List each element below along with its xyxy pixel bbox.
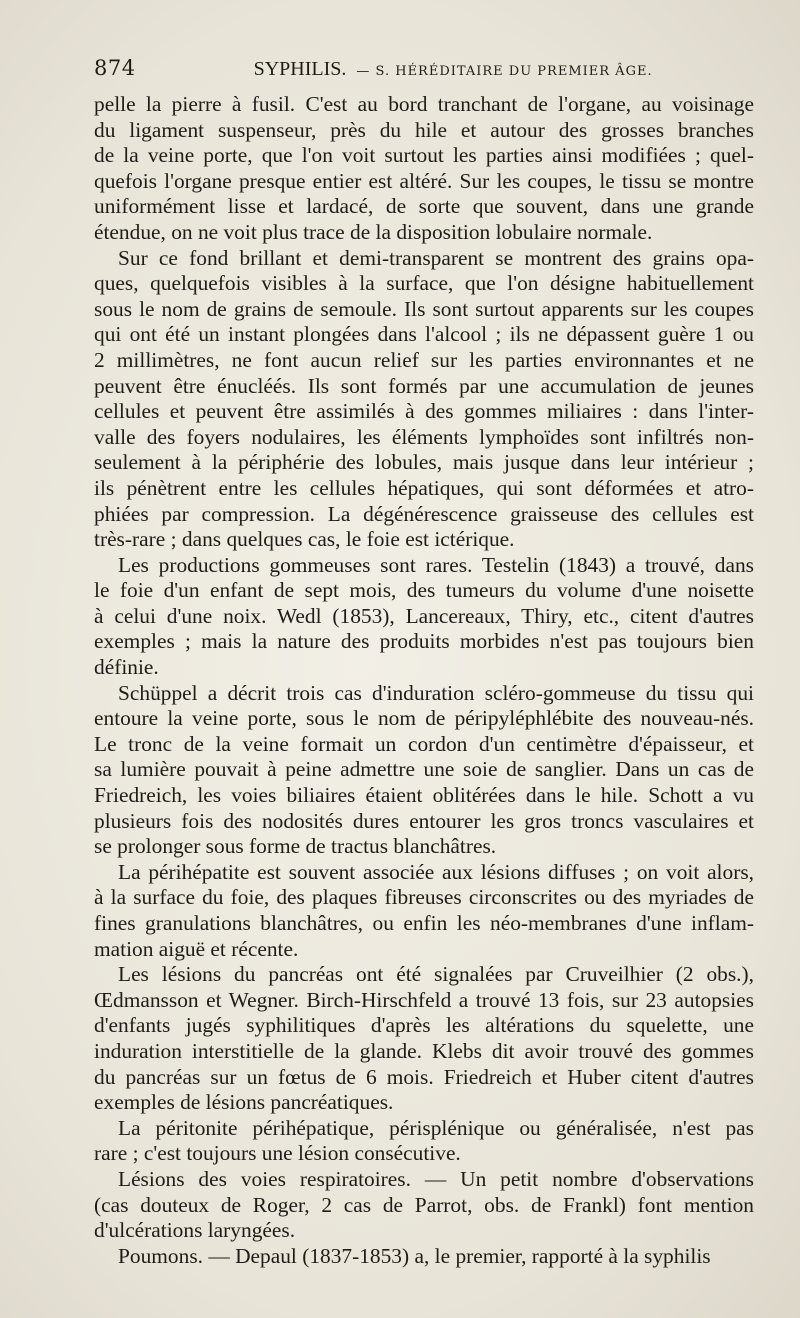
text-line: Les productions gommeuses sont rares. Testelin (1843) a trouvé, dans <box>118 552 754 577</box>
text-line: Lésions des voies respiratoires. — Un petit nombre d'observations <box>118 1166 754 1191</box>
text-line: Le tronc de la veine formait un cordon d'un centimètre d'épaisseur, et <box>94 731 754 756</box>
text-line: exemples de lésions pancréatiques. <box>94 1090 394 1115</box>
running-title: SYPHILIS. <box>253 58 347 80</box>
text-line: Poumons. — Depaul (1837-1853) a, le premier, rapporté à la syphilis <box>118 1243 711 1268</box>
text-line: phiées par compression. La dégénérescence graisseuse des cellules est <box>94 501 754 526</box>
paragraph <box>94 1116 754 1167</box>
text-line: ils pénètrent entre les cellules hépatiques, qui sont déformées et atro- <box>94 475 754 500</box>
text-line: La périhépatite est souvent associée aux lésions diffuses ; on voit alors, <box>118 859 754 884</box>
text-line: pelle la pierre à fusil. C'est au bord tranchant de l'organe, au voisinage <box>94 92 754 116</box>
paragraph <box>94 681 754 860</box>
paragraph <box>94 1244 754 1270</box>
text-line: sa lumière pouvait à peine admettre une soie de sanglier. Dans un cas de <box>94 757 754 782</box>
text-line: du pancréas sur un fœtus de 6 mois. Friedreich et Huber citent d'autres <box>94 1064 754 1089</box>
text-line: Sur ce fond brillant et demi-transparent se montrent des grains opa- <box>118 245 754 270</box>
paragraph <box>94 92 754 246</box>
text-line: exemples ; mais la nature des produits morbides n'est pas toujours bien <box>94 629 754 654</box>
text-line: d'ulcérations laryngées. <box>94 1218 296 1243</box>
page-number: 874 <box>94 56 136 80</box>
text-line: très-rare ; dans quelques cas, le foie est ictérique. <box>94 527 515 552</box>
text-line: à la surface du foie, des plaques fibreuses circonscrites ou des myriades de <box>94 885 754 910</box>
text-line: (cas douteux de Roger, 2 cas de Parrot, obs. de Frankl) font mention <box>94 1192 754 1217</box>
text-line: ques, quelquefois visibles à la surface, que l'on désigne habituellement <box>94 271 754 296</box>
text-line: valle des foyers nodulaires, les éléments lymphoïdes sont infiltrés non- <box>94 424 754 449</box>
paragraph <box>94 246 754 553</box>
text-line: sous le nom de grains de semoule. Ils sont surtout apparents sur les coupes <box>94 296 754 321</box>
paragraph <box>94 553 754 681</box>
text-line: le foie d'un enfant de sept mois, des tumeurs du volume d'une noisette <box>94 578 754 603</box>
text-line: se prolonger sous forme de tractus blanchâtres. <box>94 834 497 859</box>
text-line: Les lésions du pancréas ont été signalées par Cruveilhier (2 obs.), <box>118 962 754 987</box>
text-line: Œdmansson et Wegner. Birch-Hirschfeld a trouvé 13 fois, sur 23 autopsies <box>94 987 754 1012</box>
text-line: qui ont été un instant plongées dans l'alcool ; ils ne dépassent guère 1 ou <box>94 322 754 347</box>
text-line: entoure la veine porte, sous le nom de péripyléphlébite des nouveau-nés. <box>94 706 754 731</box>
text-line: de la veine porte, que l'on voit surtout les parties ainsi modifiées ; quel- <box>94 143 754 168</box>
running-subtitle: — S. HÉRÉDITAIRE DU PREMIER ÂGE. <box>356 64 653 79</box>
text-line: fines granulations blanchâtres, ou enfin les néo-membranes d'une inflam- <box>94 911 754 935</box>
text-line: à celui d'une noix. Wedl (1853), Lancereaux, Thiry, etc., citent d'autres <box>94 603 754 628</box>
text-line: induration interstitielle de la glande. Klebs dit avoir trouvé des gommes <box>94 1038 754 1063</box>
text-line: quefois l'organe presque entier est altéré. Sur les coupes, le tissu se montre <box>94 168 754 193</box>
text-line: Friedreich, les voies biliaires étaient oblitérées dans le hile. Schott a vu <box>94 783 754 808</box>
body-text <box>94 92 754 1269</box>
running-header <box>94 56 754 90</box>
paragraph <box>94 962 754 1116</box>
text-line: peuvent être énucléés. Ils sont formés par une accumulation de jeunes <box>94 373 754 398</box>
text-line: plusieurs fois des nodosités dures entourer les gros troncs vasculaires et <box>94 808 754 833</box>
text-line: cellules et peuvent être assimilés à des gommes miliaires : dans l'inter- <box>94 399 754 424</box>
text-line: 2 millimètres, ne font aucun relief sur les parties environnantes et ne <box>94 347 754 372</box>
text-line: Schüppel a décrit trois cas d'induration scléro-gommeuse du tissu qui <box>118 680 754 705</box>
text-line: La péritonite périhépatique, périsplénique ou généralisée, n'est pas <box>118 1115 754 1140</box>
text-line: rare ; c'est toujours une lésion consécutive. <box>94 1141 461 1166</box>
paragraph <box>94 860 754 962</box>
text-line: du ligament suspenseur, près du hile et autour des grosses branches <box>94 117 754 142</box>
text-line: seulement à la périphérie des lobules, mais jusque dans leur intérieur ; <box>94 450 754 475</box>
text-line: définie. <box>94 655 159 680</box>
paragraph <box>94 1167 754 1244</box>
text-line: d'enfants jugés syphilitiques d'après les altérations du squelette, une <box>94 1013 754 1038</box>
text-line: mation aiguë et récente. <box>94 936 299 961</box>
text-line: étendue, on ne voit plus trace de la disposition lobulaire normale. <box>94 219 653 244</box>
text-line: uniformément lisse et lardacé, de sorte que souvent, dans une grande <box>94 194 754 219</box>
